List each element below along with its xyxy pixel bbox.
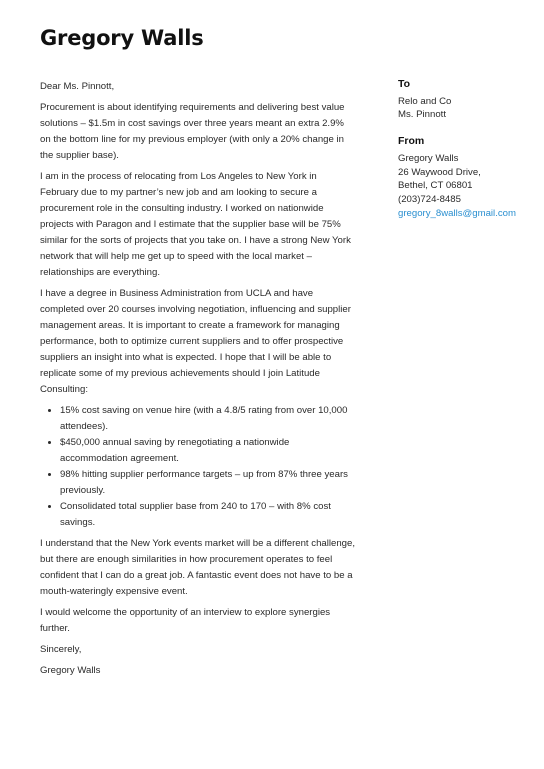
achievement-item: • 98% hitting supplier performance targets – up from 87% three years previously. (60, 467, 356, 499)
achievement-item: • 15% cost saving on venue hire (with a 4.8/5 rating from over 10,000 attendees). (60, 403, 356, 435)
signature: Gregory Walls (40, 665, 101, 676)
salutation: Dear Ms. Pinnott, (40, 81, 115, 92)
recipient-name: Ms. Pinnott (398, 109, 446, 121)
letter-body (40, 79, 356, 684)
letter-paragraph-2: I am in the process of relocating from Los Angeles to New York in February due to my partner’s new job and am looking to secure a procurement role in the consulting industry. I worked on nationwide projects with Paragon and I estimate that the supplier base will be 75% similar for the sorts of projects that you take on. I have a strong New York network that will help me get up to speed with the local market – relationships are everything. (40, 171, 351, 278)
sender-phone: (203)724-8485 (398, 193, 461, 205)
achievement-item: • Consolidated total supplier base from 240 to 170 – with 8% cost savings. (60, 499, 356, 531)
letter-paragraph-5: I would welcome the opportunity of an interview to explore synergies further. (40, 607, 331, 634)
sender-email-link[interactable]: gregory_8walls@gmail.com (398, 207, 516, 219)
to-heading: To (398, 78, 411, 90)
sender-name-heading: Gregory Walls (40, 26, 204, 50)
sender-name: Gregory Walls (398, 152, 459, 164)
from-heading: From (398, 135, 425, 148)
recipient-company: Relo and Co (398, 95, 452, 107)
achievement-item: • $450,000 annual saving by renegotiating a nationwide accommodation agreement. (60, 435, 356, 467)
letter-paragraph-1: Procurement is about identifying requirements and delivering best value solutions – $1.5m in cost savings over three years meant an extra 2.9% on the bottom line for my previous employer (with only a 20% change in the supplier base). (40, 102, 345, 161)
recipient-block (398, 78, 538, 122)
contact-sidebar (398, 78, 538, 233)
sender-block (398, 135, 538, 220)
achievements-list (40, 403, 356, 531)
letter-paragraph-3: I have a degree in Business Administration from UCLA and have completed over 20 courses involving negotiation, influencing and supplier management areas. It is important to create a framework for managing performance, both to optimize current suppliers and to offer prospective suppliers an insight into what is expected. I hope that I will be able to replicate some of my previous achievements should I join Latitude Consulting: (40, 288, 351, 395)
sign-off: Sincerely, (40, 644, 82, 655)
sender-city: Bethel, CT 06801 (398, 180, 473, 192)
letter-paragraph-4: I understand that the New York events market will be a different challenge, but there are enough similarities in how procurement operates to feel confident that I can do a great job. A fantastic event does not have to be a mouth-wateringly expensive event. (40, 538, 356, 597)
sender-street: 26 Waywood Drive, (398, 166, 481, 178)
